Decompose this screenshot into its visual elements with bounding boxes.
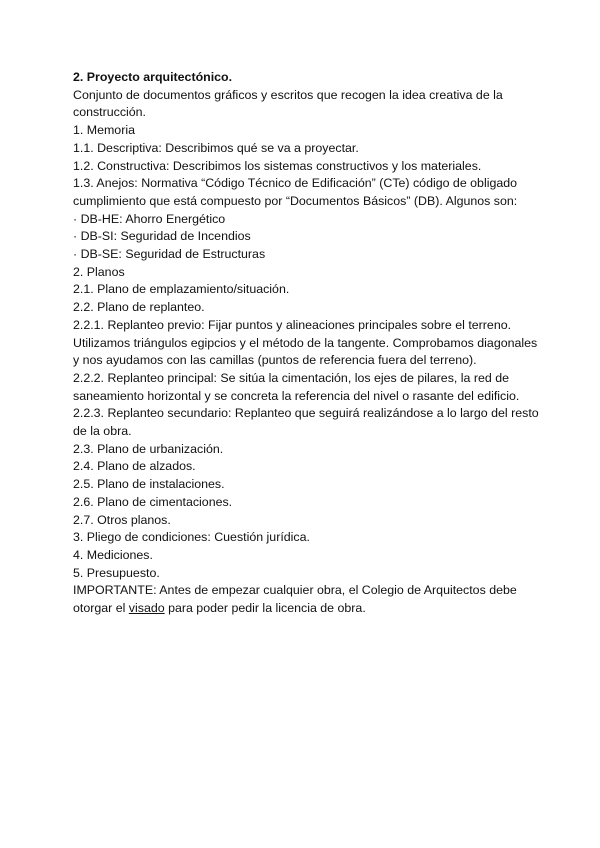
text-line: y nos ayudamos con las camillas (puntos de referencia fuera del terreno). [73, 353, 477, 368]
text-line: 2. Planos [73, 264, 125, 279]
bullet-line: · DB-SE: Seguridad de Estructuras [73, 247, 266, 262]
bullet-line: · DB-SI: Seguridad de Incendios [73, 229, 251, 244]
text-line: 2.2. Plano de replanteo. [73, 300, 205, 315]
text-line: 2.2.2. Replanteo principal: Se sitúa la cimentación, los ejes de pilares, la red de [73, 370, 509, 385]
text-line: 2.2.1. Replanteo previo: Fijar puntos y alineaciones principales sobre el terreno. [73, 317, 512, 332]
text-line: 4. Mediciones. [73, 547, 153, 562]
important-note-last-line [73, 600, 533, 618]
text-line: 1.2. Constructiva: Describimos los sistemas constructivos y los materiales. [73, 158, 482, 173]
document-body [73, 69, 539, 618]
text-line: construcción. [73, 105, 147, 120]
text-line: 2.1. Plano de emplazamiento/situación. [73, 282, 290, 297]
text-line: 2.3. Plano de urbanización. [73, 441, 224, 456]
important-note-line: IMPORTANTE: Antes de empezar cualquier obra, el Colegio de Arquitectos debe [73, 583, 517, 598]
text-fragment: para poder pedir la licencia de obra. [164, 601, 366, 616]
text-line: saneamiento horizontal y se concreta la referencia del nivel o rasante del edificio. [73, 388, 520, 403]
text-line: 1.1. Descriptiva: Describimos qué se va a proyectar. [73, 140, 359, 155]
text-line: 2.4. Plano de alzados. [73, 459, 196, 474]
text-line: 1. Memoria [73, 123, 135, 138]
underlined-term: visado [128, 601, 165, 616]
text-line: 2.7. Otros planos. [73, 512, 171, 527]
text-line: 5. Presupuesto. [73, 565, 160, 580]
text-line: 2.2.3. Replanteo secundario: Replanteo que seguirá realizándose a lo largo del resto [73, 406, 539, 421]
text-fragment: otorgar el [73, 601, 129, 616]
bullet-line: · DB-HE: Ahorro Energético [73, 211, 226, 226]
section-title: 2. Proyecto arquitectónico. [73, 70, 233, 84]
text-line: Conjunto de documentos gráficos y escritos que recogen la idea creativa de la [73, 87, 503, 102]
text-line: de la obra. [73, 424, 132, 439]
text-line: 2.5. Plano de instalaciones. [73, 477, 225, 492]
text-line: Utilizamos triángulos egipcios y el método de la tangente. Comprobamos diagonales [73, 335, 538, 350]
text-line: 2.6. Plano de cimentaciones. [73, 494, 233, 509]
text-line: 3. Pliego de condiciones: Cuestión jurídica. [73, 530, 310, 545]
text-line: cumplimiento que está compuesto por “Documentos Básicos” (DB). Algunos son: [73, 193, 518, 208]
text-line: 1.3. Anejos: Normativa “Código Técnico de Edificación” (CTe) código de obligado [73, 176, 518, 191]
